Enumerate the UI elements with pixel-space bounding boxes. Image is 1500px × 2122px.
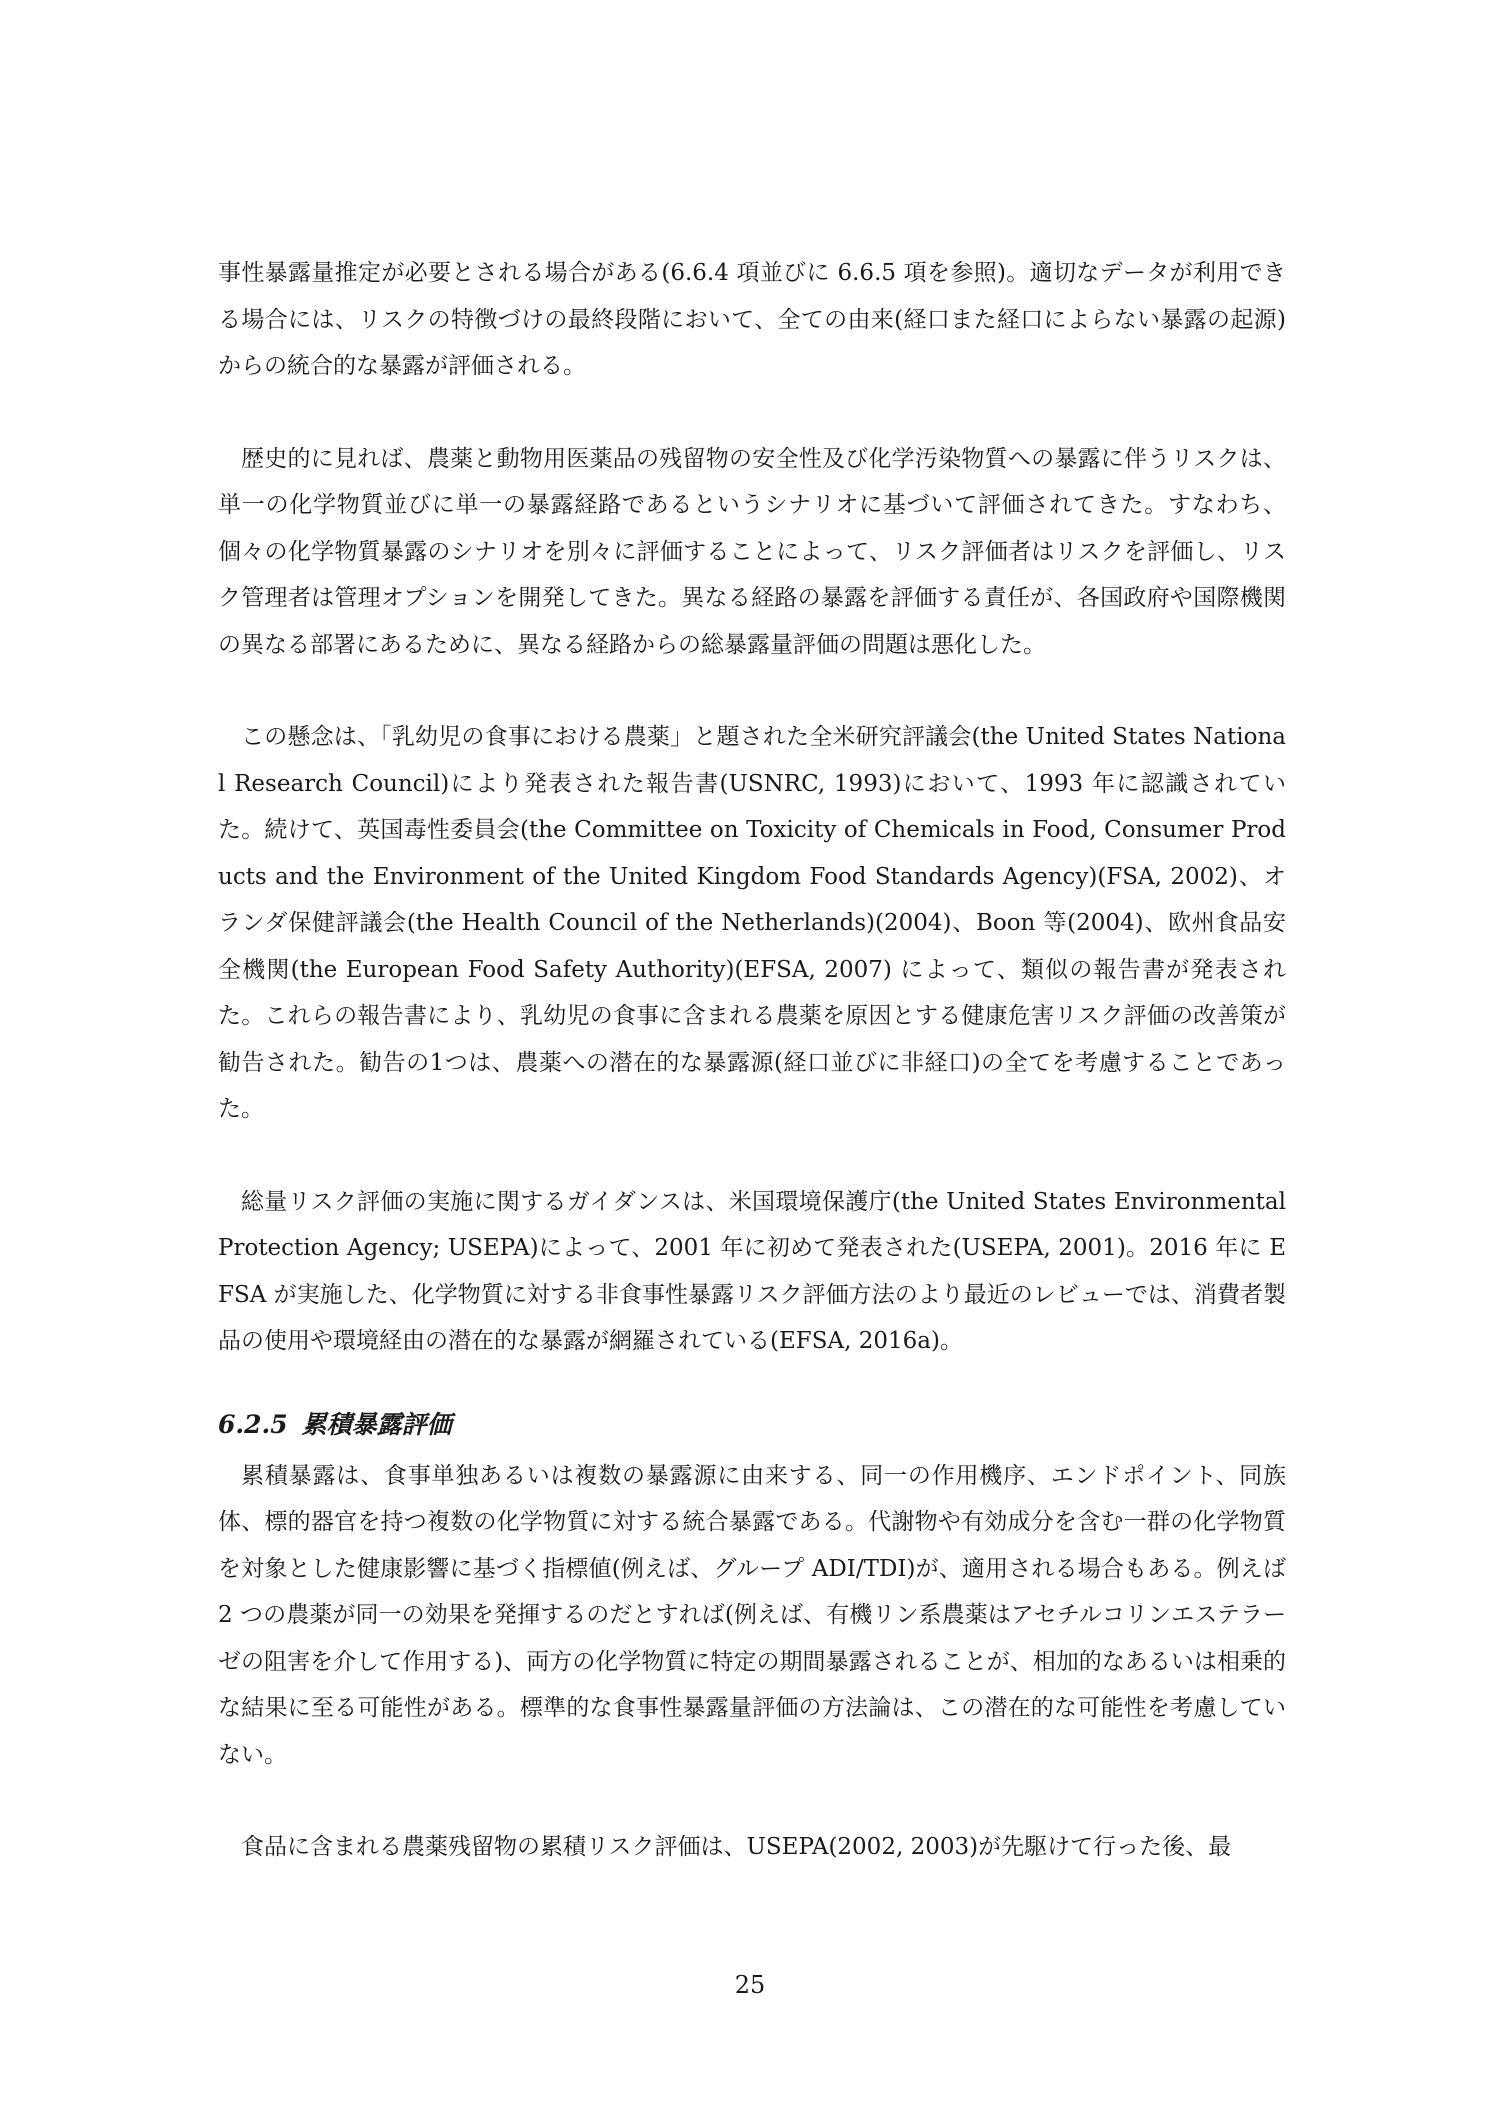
section-number: 6.2.5 <box>218 1409 288 1439</box>
section-title: 累積暴露評価 <box>301 1409 452 1439</box>
section-heading <box>218 1405 1286 1445</box>
paragraph-guidance: 総量リスク評価の実施に関するガイダンスは、米国環境保護庁(the United States Environmental Protection Agency; USEPA)によって、2001 年に初めて発表された(USEPA, 2001)。2016 年に EFSA が実施した、化学物質に対する非食事性暴露リスク評価方法のより最近のレビューでは、消費者製品の使用や環境経由の潜在的な暴露が網羅されている(EFSA, 2016a)。 <box>218 1188 1286 1354</box>
paragraph-cumulative: 累積暴露は、食事単独あるいは複数の暴露源に由来する、同一の作用機序、エンドポイント、同族体、標的器官を持つ複数の化学物質に対する統合暴露である。代謝物や有効成分を含む一群の化学物質を対象とした健康影響に基づく指標値(例えば、グループ ADI/TDI)が、適用される場合もある。例えば 2 つの農薬が同一の効果を発揮するのだとすれば(例えば、有機リン系農薬はアセチルコリンエステラーゼの阻害を介して作用する)、両方の化学物質に特定の期間暴露されることが、相加的なあるいは相乗的な結果に至る可能性がある。標準的な食事性暴露量評価の方法論は、この潜在的な可能性を考慮していない。 <box>218 1462 1287 1768</box>
document-body <box>218 250 1286 1871</box>
paragraph-continued: 事性暴露量推定が必要とされる場合がある(6.6.4 項並びに 6.6.5 項を参照)。適切なデータが利用できる場合には、リスクの特徴づけの最終段階において、全ての由来(経口また経口によらない暴露の起源)からの統合的な暴露が評価される。 <box>218 260 1286 379</box>
paragraph-concern: この懸念は、「乳幼児の食事における農薬」と題された全米研究評議会(the United States National Research Council)により発表された報告書(USNRC, 1993)において、1993 年に認識されていた。続けて、英国毒性委員会(the Committee on Toxicity of Chemicals in Food, Consumer Products and the Environment of the United Kingdom Food Standards Agency)(FSA, 2002)、オランダ保健評議会(the Health Council of the Netherlands)(2004)、Boon 等(2004)、欧州食品安全機関(the European Food Safety Authority)(EFSA, 2007) によって、類似の報告書が発表された。これらの報告書により、乳幼児の食事に含まれる農薬を原因とする健康危害リスク評価の改善策が勧告された。勧告の1つは、農薬への潜在的な暴露源(経口並びに非経口)の全てを考慮することであった。 <box>218 724 1286 1122</box>
page-number: 25 <box>734 1971 766 1999</box>
paragraph-history: 歴史的に見れば、農薬と動物用医薬品の残留物の安全性及び化学汚染物質への暴露に伴うリスクは、単一の化学物質並びに単一の暴露経路であるというシナリオに基づいて評価されてきた。すなわち、個々の化学物質暴露のシナリオを別々に評価することによって、リスク評価者はリスクを評価し、リスク管理者は管理オプションを開発してきた。異なる経路の暴露を評価する責任が、各国政府や国際機関の異なる部署にあるために、異なる経路からの総暴露量評価の問題は悪化した。 <box>218 445 1286 658</box>
paragraph-pesticide-residue: 食品に含まれる農薬残留物の累積リスク評価は、USEPA(2002, 2003)が先駆けて行った後、最 <box>241 1834 1232 1860</box>
